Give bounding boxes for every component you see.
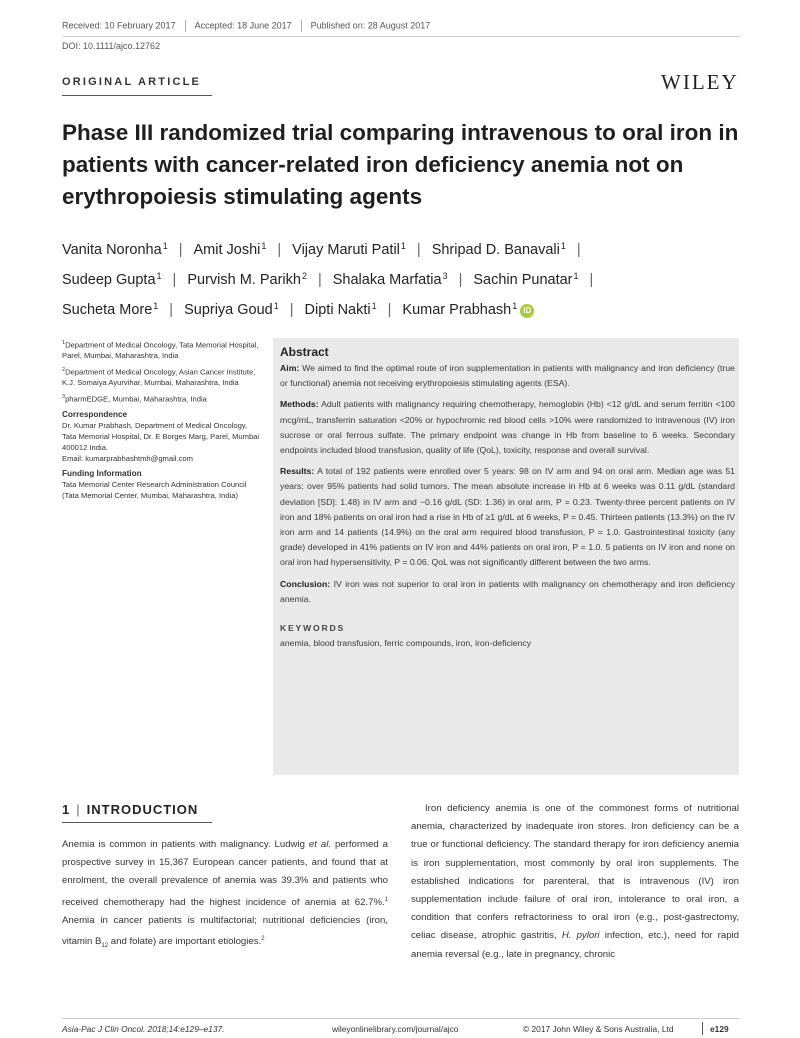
abstract-heading: Abstract	[280, 345, 329, 359]
author[interactable]: Purvish M. Parikh$^2$	[187, 271, 307, 288]
orcid-icon[interactable]: iD	[520, 304, 534, 318]
section-label: ORIGINAL ARTICLE	[62, 76, 202, 88]
page-number: e129	[710, 1024, 729, 1034]
article-title: Phase III randomized trial comparing intravenous to oral iron in patients with cancer-related iron deficiency anemia not on erythropoiesis stimulating agents	[62, 120, 739, 209]
author[interactable]: Sudeep Gupta$^1$	[62, 271, 162, 288]
publisher-logo: WILEY	[661, 70, 739, 94]
author[interactable]: Shalaka Marfatia$^3$	[332, 271, 448, 288]
author[interactable]: Amit Joshi$^1$	[193, 241, 267, 258]
funding-heading: Funding Information	[62, 468, 142, 478]
published-date: Published on: 28 August 2017	[310, 20, 431, 31]
affiliation: $^2$Department of Medical Oncology, Asian Cancer Institute, K.J. Somaiya Ayurvihar, Mumbai, Maharashtra, India	[62, 367, 256, 388]
author[interactable]: Kumar Prabhash$^1$	[402, 301, 518, 318]
footer-citation: Asia-Pac J Clin Oncol. 2018;14:e129–e137.	[62, 1024, 225, 1034]
body-column-right: Iron deficiency anemia is one of the commonest forms of nutritional anemia, characterized by inadequate iron stores. Iron deficiency can be a true or functional deficiency. The standard therapy for iron deficiency anemia is iron supplementation, most commonly by oral iron supplements. The established indications for parenteral, that is intravenous (IV) iron supplementation include failure of oral iron, intolerance to oral iron, a condition that confers refractoriness to oral iron (e.g., post-gastrectomy, celiac disease, atrophic gastritis, H. pylori infection, etc.), need for rapid anemia reversal (e.g., late in pregnancy, chronic	[411, 803, 740, 960]
footer-separator	[702, 1022, 703, 1035]
doi[interactable]: DOI: 10.1111/ajco.12762	[62, 41, 161, 51]
correspondence-email[interactable]: Email: kumarprabhashtmh@gmail.com	[62, 453, 193, 463]
correspondence-text: Dr. Kumar Prabhash, Department of Medical Oncology, Tata Memorial Hospital, Dr. E Borges Marg, Parel, Mumbai 400012 India.	[62, 421, 260, 452]
reference-link[interactable]: 2	[261, 936, 265, 943]
publication-dates	[62, 20, 430, 32]
author[interactable]: Supriya Goud$^1$	[184, 301, 279, 318]
correspondence-heading: Correspondence	[62, 409, 128, 419]
author[interactable]: Vijay Maruti Patil$^1$	[292, 241, 406, 258]
author[interactable]: Shripad D. Banavali$^1$	[431, 241, 566, 258]
introduction-underline	[62, 822, 212, 823]
abstract-methods: Methods: Adult patients with malignancy requiring chemotherapy, hemoglobin (Hb) <12 g/dL and serum ferritin <100 mcg/mL, transferrin saturation <20% or hypochromic red blood cells >10% were randomized to intravenous (IV) iron sucrose or oral ferrous sulfate. The primary endpoint was change in Hb from baseline to 6 weeks. Secondary endpoints included blood transfusion, quality of life (QoL), toxicity, response and overall survival.	[280, 399, 736, 456]
funding-text: Tata Memorial Center Research Administration Council (Tata Memorial Center, Mumbai, Maharashtra, India)	[62, 480, 247, 501]
accepted-date: Accepted: 18 June 2017	[194, 20, 292, 31]
author[interactable]: Sachin Punatar$^1$	[473, 271, 579, 288]
header-divider	[62, 36, 740, 37]
footer-divider	[62, 1018, 740, 1019]
section-label-underline	[62, 95, 212, 96]
abstract-aim: Aim: We aimed to find the optimal route of iron supplementation in patients with malignancy and iron deficiency (true or functional) anemia not receiving erythropoiesis stimulating agents (ESA).	[280, 363, 735, 389]
author-list: Vanita Noronha$^1$ | Amit Joshi$^1$ | Vijay Maruti Patil$^1$ | Shripad D. Banavali$^1$ | Sudeep Gupta$^1$ | Purvish M. Parikh$^2$ | Shalaka Marfatia$^3$ | Sachin Punatar$^1$ | Sucheta More$^1$ | Supriya Goud$^1$ | Dipti Nakti$^1$ | Kumar Prabhash$^1$ iD	[62, 241, 594, 318]
affiliation: $^1$Department of Medical Oncology, Tata Memorial Hospital, Parel, Mumbai, Maharashtra, India	[62, 340, 259, 361]
introduction-heading: 1 | INTRODUCTION	[62, 802, 199, 817]
affiliations-sidebar	[62, 338, 260, 505]
affiliation: $^3$pharmEDGE, Mumbai, Maharashtra, India	[62, 394, 207, 404]
keywords-heading: KEYWORDS	[280, 623, 346, 634]
body-column-left: Anemia is common in patients with malignancy. Ludwig et al. performed a prospective survey in 15,367 European cancer patients, and found that at enrolment, the overall prevalence of anemia was 39.3% and patients who received chemotherapy had the highest incidence of anemia at 62.7%.$^1$ Anemia in cancer patients is multifactorial; nutritional deficiencies (iron, vitamin $B_{12}$ and folate) are important etiologies.$^2$	[62, 839, 388, 950]
abstract	[280, 345, 735, 651]
abstract-results: Results: A total of 192 patients were enrolled over 5 years: 98 on IV arm and 94 on oral arm. Median age was 51 years; over 95% patients had solid tumors. The mean absolute increase in Hb at 6 weeks was 0.11 g/dL (standard deviation [SD]: 1.48) in IV arm and −0.16 g/dL (SD: 1.36) in oral arm, P = 0.23. Twenty-three percent patients on IV iron and 18% patients on oral iron had a rise in Hb of ≥1 g/dL at 6 weeks, P = 0.45. Thirteen patients (13.3%) on the IV iron arm and 14 patients (14.9%) on the oral arm required blood transfusion, P = 1.0. Gastrointestinal toxicity (any grade) developed in 41% patients on IV iron and 44% patients on oral iron, P = 1.0. 5 patients on IV iron and none on oral iron had hypersensitivity, P = 0.06. QoL was not significantly different between the two arms.	[280, 466, 735, 568]
author[interactable]: Sucheta More$^1$	[62, 301, 159, 318]
reference-link[interactable]: 1	[384, 896, 388, 903]
footer-url[interactable]: wileyonlinelibrary.com/journal/ajco	[332, 1024, 459, 1034]
author[interactable]: Vanita Noronha$^1$	[62, 241, 168, 258]
footer-copyright: © 2017 John Wiley & Sons Australia, Ltd	[523, 1024, 674, 1034]
received-date: Received: 10 February 2017	[62, 20, 176, 31]
keywords: anemia, blood transfusion, ferric compounds, iron, iron-deficiency	[280, 638, 532, 649]
author[interactable]: Dipti Nakti$^1$	[304, 301, 377, 318]
abstract-conclusion: Conclusion: IV iron was not superior to oral iron in patients with malignancy on chemotherapy and iron deficiency anemia.	[280, 578, 735, 604]
